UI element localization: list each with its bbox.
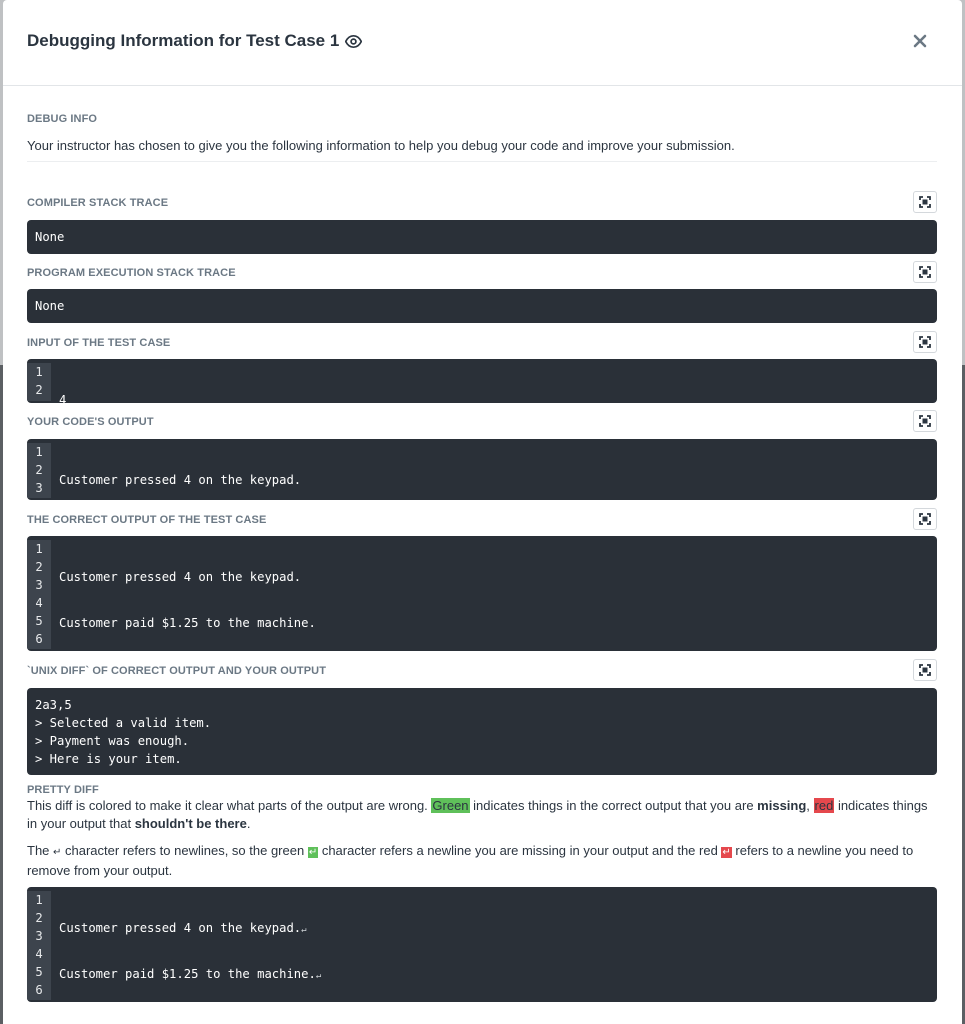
correct-output-lines [51,540,316,649]
diff-line: > Here is your item. [35,752,182,766]
text: character refers to newlines, so the green [61,843,308,858]
compiler-content: None [35,230,65,244]
text: . [246,816,251,831]
text: , [806,798,814,813]
modal-title-text: Debugging Information for Test Case 1 [27,31,340,50]
input-code-block [27,359,937,403]
expand-icon [919,415,931,427]
divider [27,161,937,162]
execution-code-block [27,289,937,323]
code-line: Customer paid $1.25 to the machine. [59,616,316,630]
debug-info-label: DEBUG INFO [27,113,98,125]
pretty-diff-explanation [27,797,939,833]
text: indicates things in the correct output that you are [469,798,758,813]
debug-info-text: Your instructor has chosen to give you the following information to help you debug your code and improve your submission. [27,138,735,153]
diff-line: > Payment was enough. [35,734,190,748]
line-numbers: 1 2 3 4 5 6 [27,540,51,649]
newline-icon: ↵ [53,847,62,858]
expand-icon [919,196,931,208]
code-line: Customer paid $1.25 to the machine.↵ [59,967,322,981]
line-numbers: 1 2 [27,363,51,401]
code-line: Customer pressed 4 on the keypad. [59,473,302,487]
eye-icon [345,33,362,50]
pretty-diff-code-block [27,887,937,1002]
execution-content: None [35,299,65,313]
expand-button[interactable] [913,410,937,432]
expand-button[interactable] [913,659,937,681]
expand-icon [919,664,931,676]
your-output-lines [51,443,316,498]
expand-button[interactable] [913,331,937,353]
code-line: Customer pressed 4 on the keypad.↵ [59,921,307,935]
line-numbers: 1 2 3 [27,443,51,498]
compiler-code-block [27,220,937,254]
unix-diff-label: `UNIX DIFF` OF CORRECT OUTPUT AND YOUR OUTPUT [27,665,327,677]
pretty-diff-label: PRETTY DIFF [27,784,99,796]
correct-output-label: THE CORRECT OUTPUT OF THE TEST CASE [27,514,267,526]
compiler-label: COMPILER STACK TRACE [27,197,169,209]
execution-label: PROGRAM EXECUTION STACK TRACE [27,267,236,279]
unix-diff-code-block [27,688,937,775]
expand-icon [919,513,931,525]
missing-text: missing [757,798,807,813]
green-newline-icon: ↵ [308,847,318,858]
expand-icon [919,266,931,278]
newline-icon: ↵ [301,925,307,935]
pretty-diff-lines [51,891,321,1000]
correct-output-code-block [27,536,937,651]
your-output-label: YOUR CODE'S OUTPUT [27,416,154,428]
red-marker: red [814,798,834,813]
code-line: Customer pressed 4 on the keypad. [59,570,302,584]
modal-header [3,0,962,86]
code-line: 4 [59,393,67,403]
text: The [27,843,54,858]
green-marker: Green [432,798,469,813]
text: character refers a newline you are missing in your output and the red [318,843,722,858]
text: refers to a newline you need to remove from your output. [27,843,914,878]
diff-line: > Selected a valid item. [35,716,212,730]
input-label: INPUT OF THE TEST CASE [27,337,171,349]
diff-line: 2a3,5 [35,698,72,712]
your-output-code-block [27,439,937,500]
pretty-diff-newline-explanation [27,842,939,880]
expand-button[interactable] [913,261,937,283]
expand-icon [919,336,931,348]
red-newline-icon: ↵ [722,847,731,858]
debug-modal [3,0,962,1024]
close-icon[interactable] [912,33,928,49]
expand-button[interactable] [913,508,937,530]
text: indicates things in your output that [27,798,928,831]
expand-button[interactable] [913,191,937,213]
shouldnt-text: shouldn't be there [134,816,247,831]
newline-icon: ↵ [315,971,322,981]
input-lines [51,363,118,401]
modal-title [27,31,362,51]
line-numbers: 1 2 3 4 5 6 [27,891,51,1000]
text: This diff is colored to make it clear what parts of the output are wrong. [27,798,432,813]
